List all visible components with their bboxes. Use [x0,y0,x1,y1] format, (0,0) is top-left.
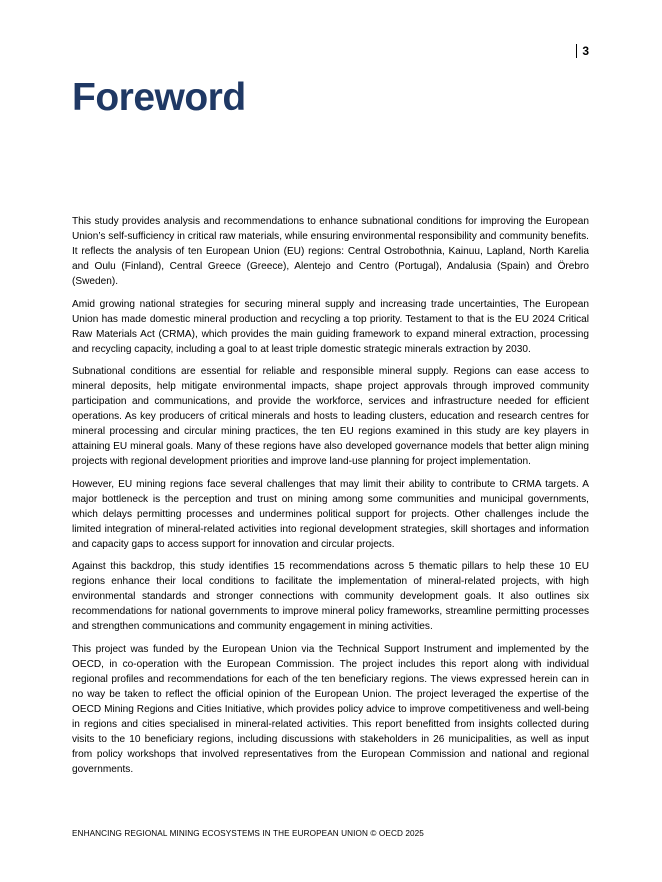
page-number-divider [576,44,577,58]
page-title: Foreword [72,76,246,119]
paragraph-challenges: However, EU mining regions face several challenges that may limit their ability to contribute to CRMA targets. A major bottleneck is the perception and trust on mining among some communities and municipal governments, which delays permitting processes and undermines political support for projects. Other challenges include the limited integration of mineral-related activities into regional development strategies, skill shortages and information and capacity gaps to access support for innovation and circular projects. [72,478,589,550]
page-number-text: 3 [582,44,589,58]
paragraph-subnational-conditions: Subnational conditions are essential for reliable and responsible mineral supply. Regions can ease access to mineral deposits, help mitigate environmental impacts, shape project approvals through improved community participation and communications, and provide the workforce, services and infrastructure needed for efficient operations. As key producers of critical minerals and hosts to leading clusters, education and research centres for mineral processing and circular mining practices, the ten EU regions examined in this study are key players in attaining EU mineral goals. Many of these regions have also developed governance models that better align mining projects with regional development priorities and improve land-use planning for project implementation. [72,366,589,467]
footer-publication-title: ENHANCING REGIONAL MINING ECOSYSTEMS IN THE EUROPEAN UNION © OECD 2025 [72,829,424,838]
page-number [576,44,589,58]
paragraph-funding: This project was funded by the European Union via the Technical Support Instrument and implemented by the OECD, in co-operation with the European Commission. The project includes this report along with individual regional profiles and recommendations for each of the ten beneficiary regions. The views expressed herein can in no way be taken to reflect the official opinion of the European Union. The project leveraged the expertise of the OECD Mining Regions and Cities Initiative, which provides policy advice to improve competitiveness and well-being in regions and cities specialised in mineral-related activities. This report benefitted from insights collected during visits to the 10 beneficiary regions, including discussions with stakeholders in 26 municipalities, as well as input from policy workshops that involved representatives from the European Commission and national and regional governments. [72,643,589,775]
paragraph-intro: This study provides analysis and recommendations to enhance subnational conditions for improving the European Union’s self-sufficiency in critical raw materials, while ensuring environmental responsibility and community benefits. It reflects the analysis of ten European Union (EU) regions: Central Ostrobothnia, Kainuu, Lapland, North Karelia and Oulu (Finland), Central Greece (Greece), Alentejo and Centro (Portugal), Andalusia (Spain) and Örebro (Sweden). [72,216,589,287]
foreword-body [72,214,589,784]
paragraph-context: Amid growing national strategies for securing mineral supply and increasing trade uncertainties, The European Union has made domestic mineral production and recycling a top priority. Testament to that is the EU 2024 Critical Raw Materials Act (CRMA), which provides the main guiding framework to expand mineral extraction, processing and recycling capacity, including a goal to at least triple domestic strategic minerals extraction by 2030. [72,298,589,355]
paragraph-recommendations: Against this backdrop, this study identifies 15 recommendations across 5 thematic pillars to help these 10 EU regions enhance their local conditions to facilitate the implementation of mineral-related projects, with high environmental standards and stronger connections with community development goals. It also outlines six recommendations for national governments to improve mineral policy frameworks, streamline permitting processes and strengthen communications and community engagement in mining activities. [72,561,589,632]
